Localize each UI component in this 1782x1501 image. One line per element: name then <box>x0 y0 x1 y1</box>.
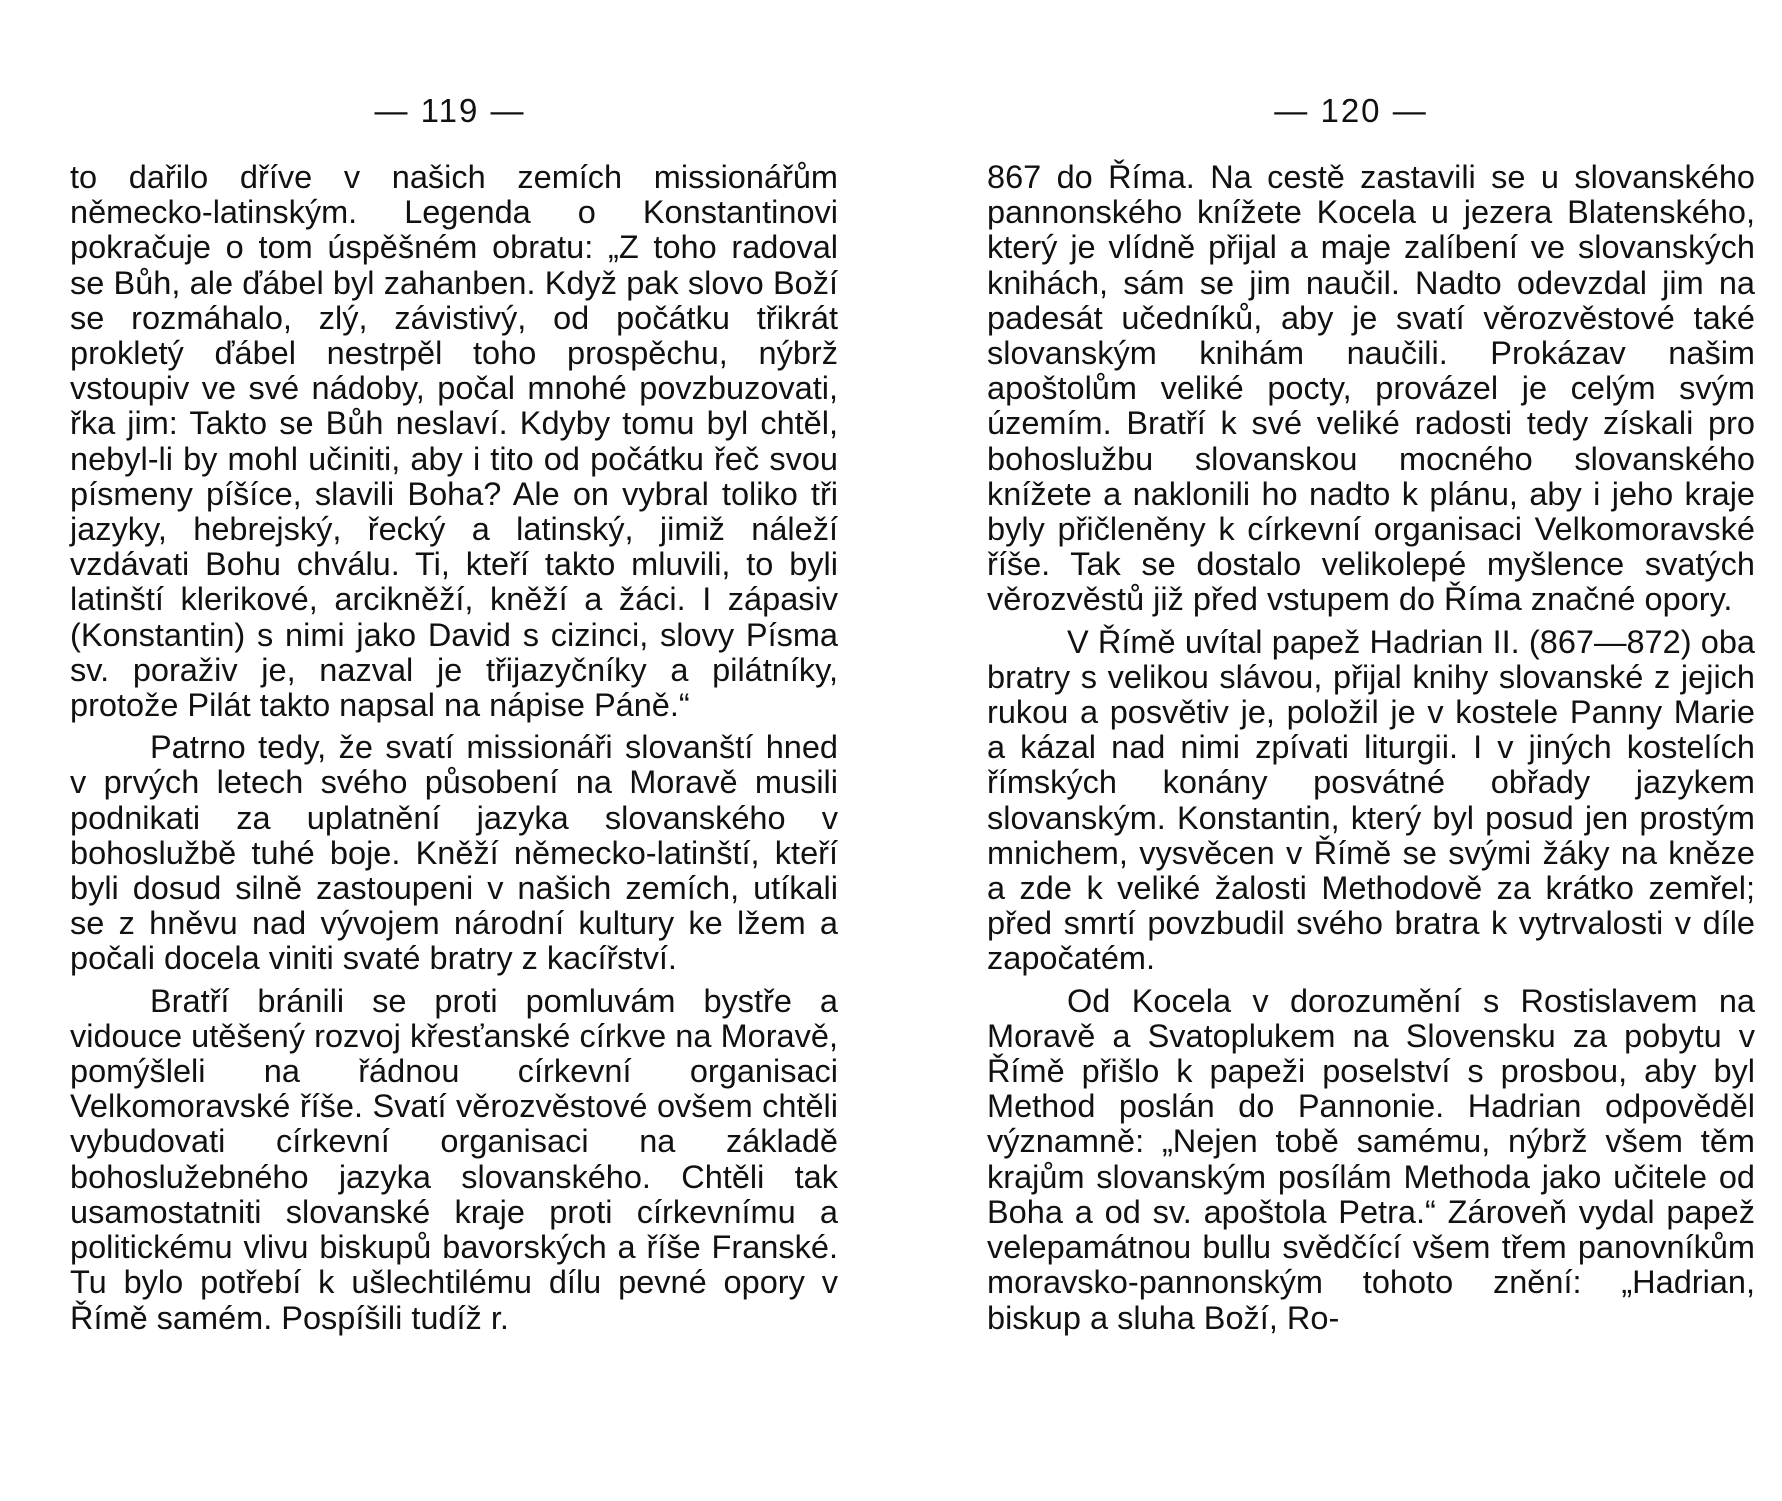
paragraph: 867 do Říma. Na cestě zastavili se u slovanského pannonského knížete Kocela u jezera Blatenského, který je vlídně přijal a maje zalíbení ve slovanských knihách, sám se jim naučil. Nadto odevzdal jim na padesát učedníků, aby je svatí věrozvěstové také slovanským knihám naučili. Prokázav našim apoštolům veliké pocty, provázel je celým svým územím. Bratří k své veliké radosti tedy získali pro bohoslužbu slovanskou mocného slovanského knížete a naklonili ho nadto k plánu, aby i jeho kraje byly přičleněny k církevní organisaci Velkomoravské říše. Tak se dostalo velikolepé myšlence svatých věrozvěstů již před vstupem do Říma značné opory. <box>987 159 1755 618</box>
right-page <box>891 0 1782 1501</box>
paragraph: Bratří bránili se proti pomluvám bystře a vidouce utěšený rozvoj křesťanské církve na Moravě, pomýšleli na řádnou církevní organisaci Velkomoravské říše. Svatí věrozvěstové ovšem chtěli vybudovati církevní organisaci na základě bohoslužebného jazyka slovanského. Chtěli tak usamostatniti slovanské kraje proti církevnímu a politickému vlivu biskupů bavorských a říše Franské. Tu bylo potřebí k ušlechtilému dílu pevné opory v Římě samém. Pospíšili tudíž r. <box>70 982 838 1336</box>
page-text <box>70 160 838 1343</box>
paragraph: V Římě uvítal papež Hadrian II. (867—872) oba bratry s velikou slávou, přijal knihy slovanské z jejich rukou a posvětiv je, položil je v kostele Panny Marie a kázal nad nimi zpívati liturgii. I v jiných kostelích římských konány posvátné obřady jazykem slovanským. Konstantin, který byl posud jen prostým mnichem, vysvěcen v Římě se svými žáky na kněze a zde k veliké žalosti Methodově za krátko zemřel; před smrtí povzbudil svého bratra k vytrvalosti v díle započatém. <box>987 623 1755 977</box>
paragraph: to dařilo dříve v našich zemích missionářům německo-latinským. Legenda o Konstantinovi pokračuje o tom úspěšném obratu: „Z toho radoval se Bůh, ale ďábel byl zahanben. Když pak slovo Boží se rozmáhalo, zlý, závistivý, od počátku třikrát prokletý ďábel nestrpěl toho prospěchu, nýbrž vstoupiv ve své nádoby, počal mnohé povzbuzovati, řka jim: Takto se Bůh neslaví. Kdyby tomu byl chtěl, nebyl-li by mohl učiniti, aby i tito od počátku řeč svou písmeny píšíce, slavili Boha? Ale on vybral toliko tři jazyky, hebrejský, řecký a latinský, jimiž náleží vzdávati Bohu chválu. Ti, kteří takto mluvili, to byli latinští klerikové, arcikněží, kněží a žáci. I zápasiv (Konstantin) s nimi jako David s cizinci, slovy Písma sv. poraživ je, nazval je třijazyčníky a pilátníky, protože Pilát takto napsal na nápise Páně.“ <box>70 159 838 724</box>
page-number: — 120 — <box>1274 92 1428 129</box>
page-text <box>987 160 1755 1343</box>
page-number: — 119 — <box>374 92 526 129</box>
paragraph: Od Kocela v dorozumění s Rostislavem na Moravě a Svatoplukem na Slovensku za pobytu v Římě přišlo k papeži poselství s prosbou, aby byl Method poslán do Pannonie. Hadrian odpověděl významně: „Nejen tobě samému, nýbrž všem těm krajům slovanským posílám Methoda jako učitele od Boha a od sv. apoštola Petra.“ Zároveň vydal papež velepamátnou bullu svědčící všem třem panovníkům moravsko-pannonským tohoto znění: „Hadrian, biskup a sluha Boží, Ro- <box>987 982 1755 1336</box>
paragraph: Patrno tedy, že svatí missionáři slovanští hned v prvých letech svého působení na Moravě musili podnikati za uplatnění jazyka slovanského v bohoslužbě tuhé boje. Kněží německo-latinští, kteří byli dosud silně zastoupeni v našich zemích, utíkali se z hněvu nad vývojem národní kultury ke lžem a počali docela viniti svaté bratry z kacířství. <box>70 729 838 977</box>
